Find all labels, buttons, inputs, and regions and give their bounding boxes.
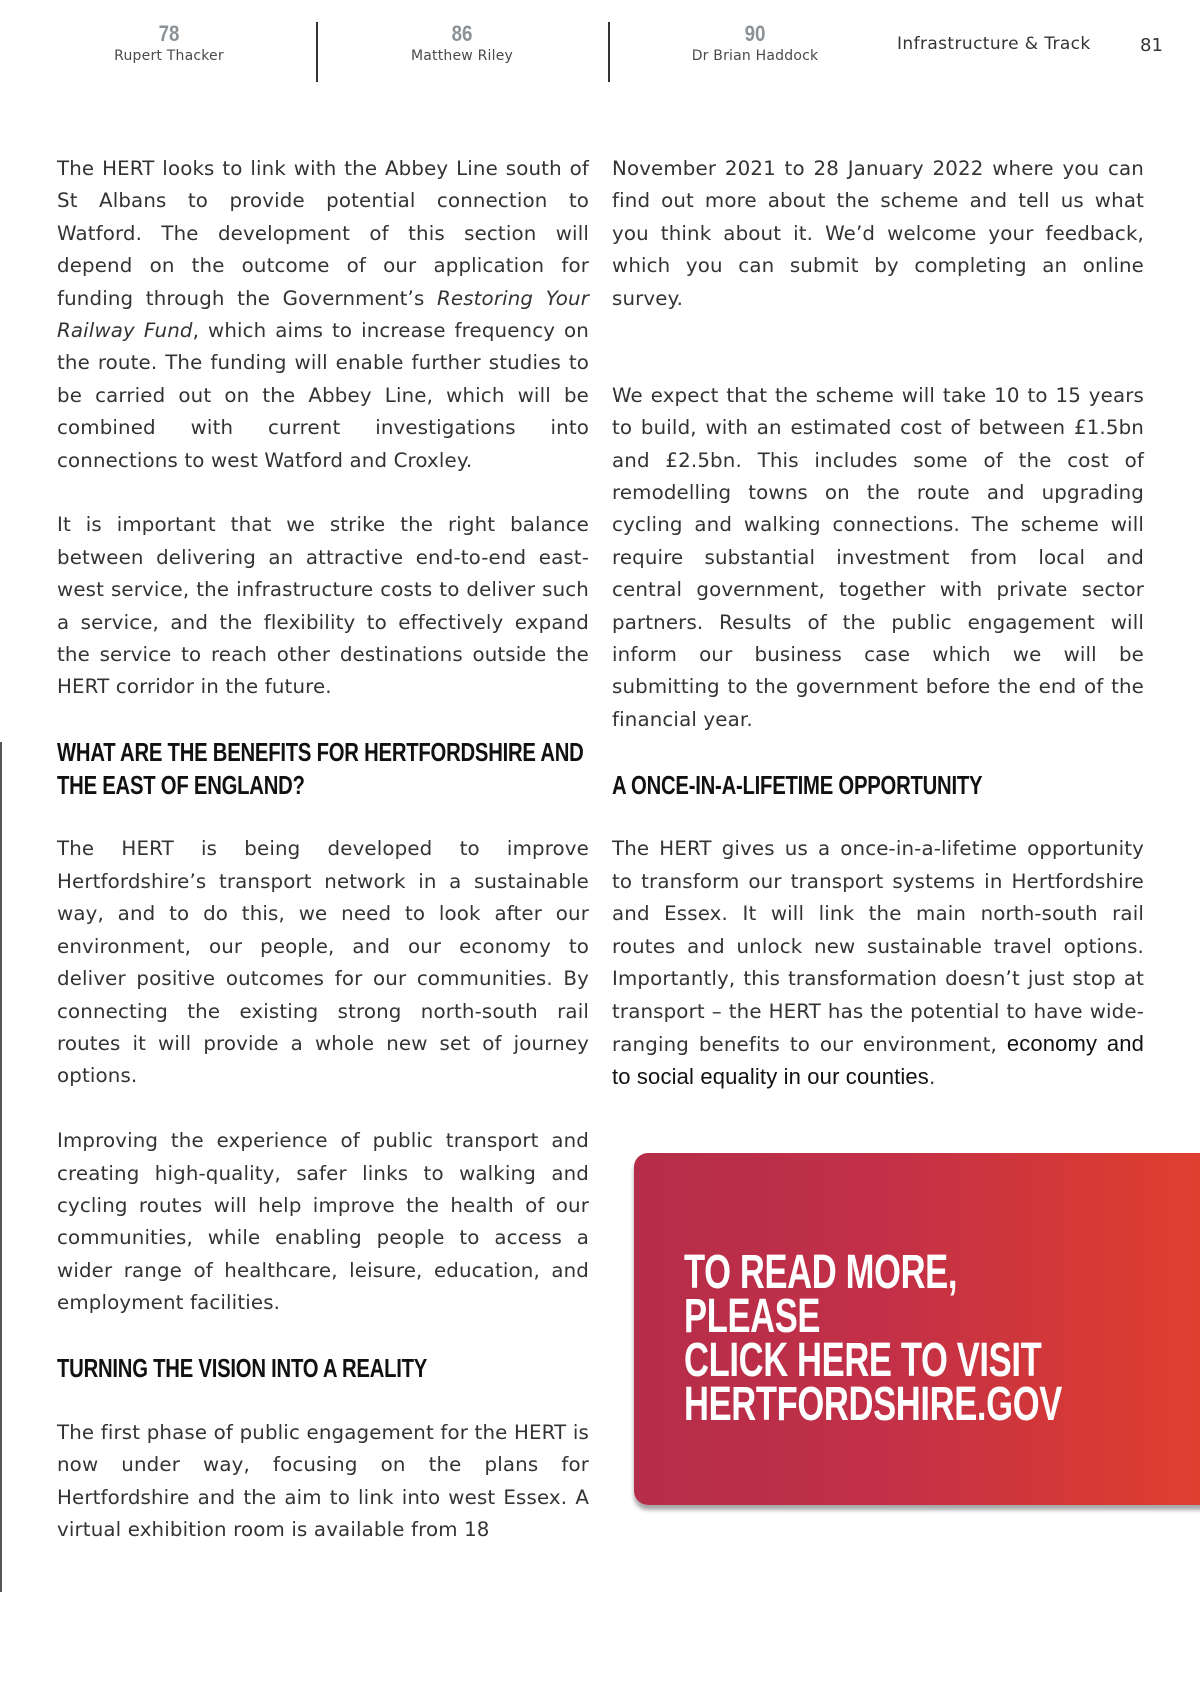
body-paragraph: The HERT is being developed to improve Hertfordshire’s transport network in a sustainable way, and to do this, we need to look after our environment, our people, and our economy to deliver positive outcomes for our communities. By connecting the existing strong north-south rail routes it will provide a whole new set of journey options.: [57, 837, 589, 1088]
author-page-number: 86: [451, 21, 473, 46]
page-header: [0, 0, 1200, 90]
author-name: Rupert Thacker: [114, 48, 224, 64]
author-name: Matthew Riley: [410, 48, 514, 64]
section-heading: TURNING THE VISION INTO A REALITY: [57, 1352, 428, 1383]
visit-hertfordshire-banner[interactable]: [634, 1153, 1200, 1505]
fund-name: Restoring Your Railway Fund: [57, 286, 589, 343]
header-divider: [608, 22, 610, 82]
body-paragraph: [57, 153, 589, 477]
author-link-2[interactable]: [392, 22, 532, 64]
paragraph-text: , which aims to increase frequency on the route. The funding will enable further studies to be carried out on the Abbey Line, which will be combined with current investigations into connections to west Watford and Croxley.: [57, 319, 589, 472]
body-paragraph: November 2021 to 28 January 2022 where you can find out more about the scheme and tell us what you think about it. We’d welcome your feedback, which you can submit by completing an online survey.: [612, 157, 1144, 310]
cta-text: TO READ MORE, PLEASE CLICK HERE TO VISIT HERTFORDSHIRE.GOV: [684, 1246, 1062, 1431]
paragraph-text: .: [928, 1066, 936, 1090]
author-page-number: 90: [744, 21, 766, 46]
paragraph-text: The HERT looks to link with the Abbey Line south of St Albans to provide potential connection to Watford. The development of this section will depend on the outcome of our application for funding through the Government’s: [57, 157, 589, 310]
left-column: [57, 153, 589, 1579]
right-column: [612, 153, 1144, 1127]
left-edge-rule: [0, 742, 2, 1592]
body-paragraph: Improving the experience of public transport and creating high-quality, safer links to walking and cycling routes will help improve the health of our communities, while enabling people to access a wider range of healthcare, leisure, education, and employment facilities.: [57, 1129, 589, 1315]
body-paragraph: It is important that we strike the right balance between delivering an attractive end-to-end east-west service, the infrastructure costs to deliver such a service, and the flexibility to effectively expand the service to reach other destinations outside the HERT corridor in the future.: [57, 513, 589, 699]
author-link-1[interactable]: [99, 22, 239, 64]
header-divider: [316, 22, 318, 82]
author-page-number: 78: [158, 21, 180, 46]
body-paragraph: We expect that the scheme will take 10 to 15 years to build, with an estimated cost of between £1.5bn and £2.5bn. This includes some of the cost of remodelling towns on the route and upgrading cycling and walking connections. The scheme will require substantial investment from local and central government, together with private sector partners. Results of the public engagement will inform our business case which we will be submitting to the government before the end of the financial year.: [612, 383, 1144, 731]
body-paragraph: The first phase of public engagement for the HERT is now under way, focusing on the plans for Hertfordshire and the aim to link into west Essex. A virtual exhibition room is available from 18: [57, 1420, 589, 1541]
paragraph-text: The HERT gives us a once-in-a-lifetime opportunity to transform our transport systems in Hertfordshire and Essex. It will link the main north-south rail routes and unlock new sustainable travel options. Importantly, this transformation doesn’t just stop at transport – the HERT has the potential to have wide-ranging benefits to our environment,: [612, 837, 1144, 1056]
page-number: 81: [1140, 35, 1163, 56]
body-paragraph: [612, 833, 1144, 1094]
section-title: Infrastructure & Track: [897, 34, 1091, 54]
author-link-3[interactable]: [680, 22, 830, 64]
paragraph-text-alt: economy and to social equality in our counties: [612, 1030, 1144, 1090]
section-heading: A ONCE-IN-A-LIFETIME OPPORTUNITY: [612, 769, 983, 800]
author-name: Dr Brian Haddock: [691, 48, 819, 64]
section-heading: WHAT ARE THE BENEFITS FOR HERTFORDSHIRE AND THE EAST OF ENGLAND?: [57, 737, 584, 800]
